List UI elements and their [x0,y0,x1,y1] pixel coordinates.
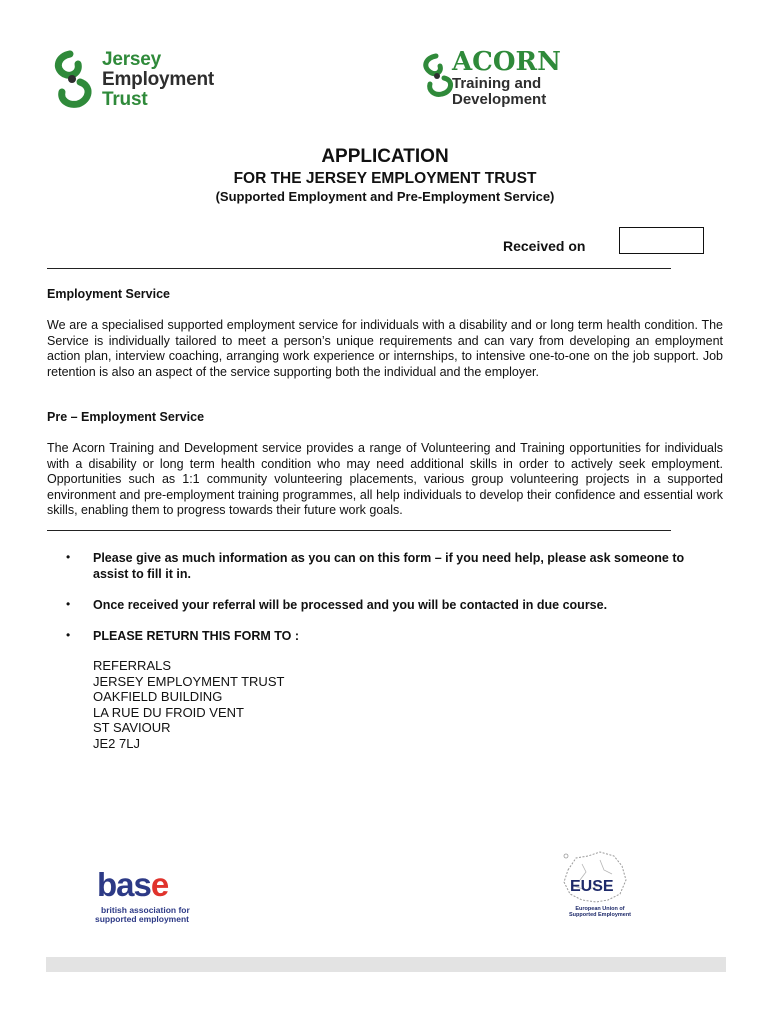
return-address [93,658,284,751]
instruction-item: Once received your referral will be processed and you will be contacted in due course. [93,598,608,612]
base-logo-e: e [150,866,169,903]
base-logo-text: bas [97,866,151,903]
instruction-item: Please give as much information as you can on this form – if you need help, please ask someone to assist to fill it in. [93,551,685,581]
received-on-field[interactable] [619,227,704,254]
acorn-title: ACORN [452,47,561,77]
address-line: REFERRALS [93,658,172,673]
pre-employment-service-text: The Acorn Training and Development service provides a range of Volunteering and Training opportunities for individuals with a disability or long term health condition who may need additional skills in order to actively seek employment. Opportunities such as 1:1 community volunteering placements, various group volunteering projects in a supported environment and pre-employment training programmes, all help individuals to develop their confidence and essential work skills, enabling them to progress towards their future work goals. [47,441,723,517]
address-line: ST SAVIOUR [93,720,171,735]
received-on-label: Received on [503,238,586,254]
jet-logo-text [102,50,214,110]
euse-sub-line1: European Union of [575,906,625,912]
page-title: APPLICATION [321,146,449,167]
divider [47,530,671,531]
bullet-icon: • [66,628,71,642]
service-description: (Supported Employment and Pre-Employment Service) [215,189,555,204]
employment-service-text: We are a specialised supported employment service for individuals with a disability and or long term health condition. The Service is individually tailored to meet a person’s unique requirements and can vary from developing an employment action plan, interview coaching, arranging work experience or internships, to intensive one-to-one on the job support. Job retention is also an aspect of the service supporting both the individual and the employer. [47,318,723,379]
instruction-item: PLEASE RETURN THIS FORM TO : [93,629,300,643]
employment-service-title: Employment Service [47,287,170,301]
jet-logo-line1: Jersey [102,49,162,70]
base-logo-subtitle [95,906,190,924]
bullet-icon: • [66,597,71,611]
euse-logo: EUSE [570,878,614,895]
bullet-icon: • [66,550,71,564]
euse-logo-subtitle [564,906,636,918]
pre-employment-service-title: Pre – Employment Service [47,410,205,424]
acorn-sub-line2: Development [452,91,547,108]
jet-logo-line3: Trust [102,89,148,110]
address-line: JERSEY EMPLOYMENT TRUST [93,673,285,689]
acorn-sub-line1: Training and [452,75,542,92]
acorn-subtitle [452,76,546,108]
base-logo [97,868,168,902]
base-sub-line1: british association for [101,905,190,915]
euse-sub-line2: Supported Employment [568,912,632,918]
page-subtitle: FOR THE JERSEY EMPLOYMENT TRUST [233,170,537,187]
address-line: LA RUE DU FROID VENT [93,704,244,720]
base-sub-line2: supported employment [95,914,189,924]
address-line: OAKFIELD BUILDING [93,689,223,704]
jet-logo-line2: Employment [102,69,215,90]
divider [47,268,671,269]
address-line: JE2 7LJ [93,735,140,751]
footer-bar [46,957,726,972]
